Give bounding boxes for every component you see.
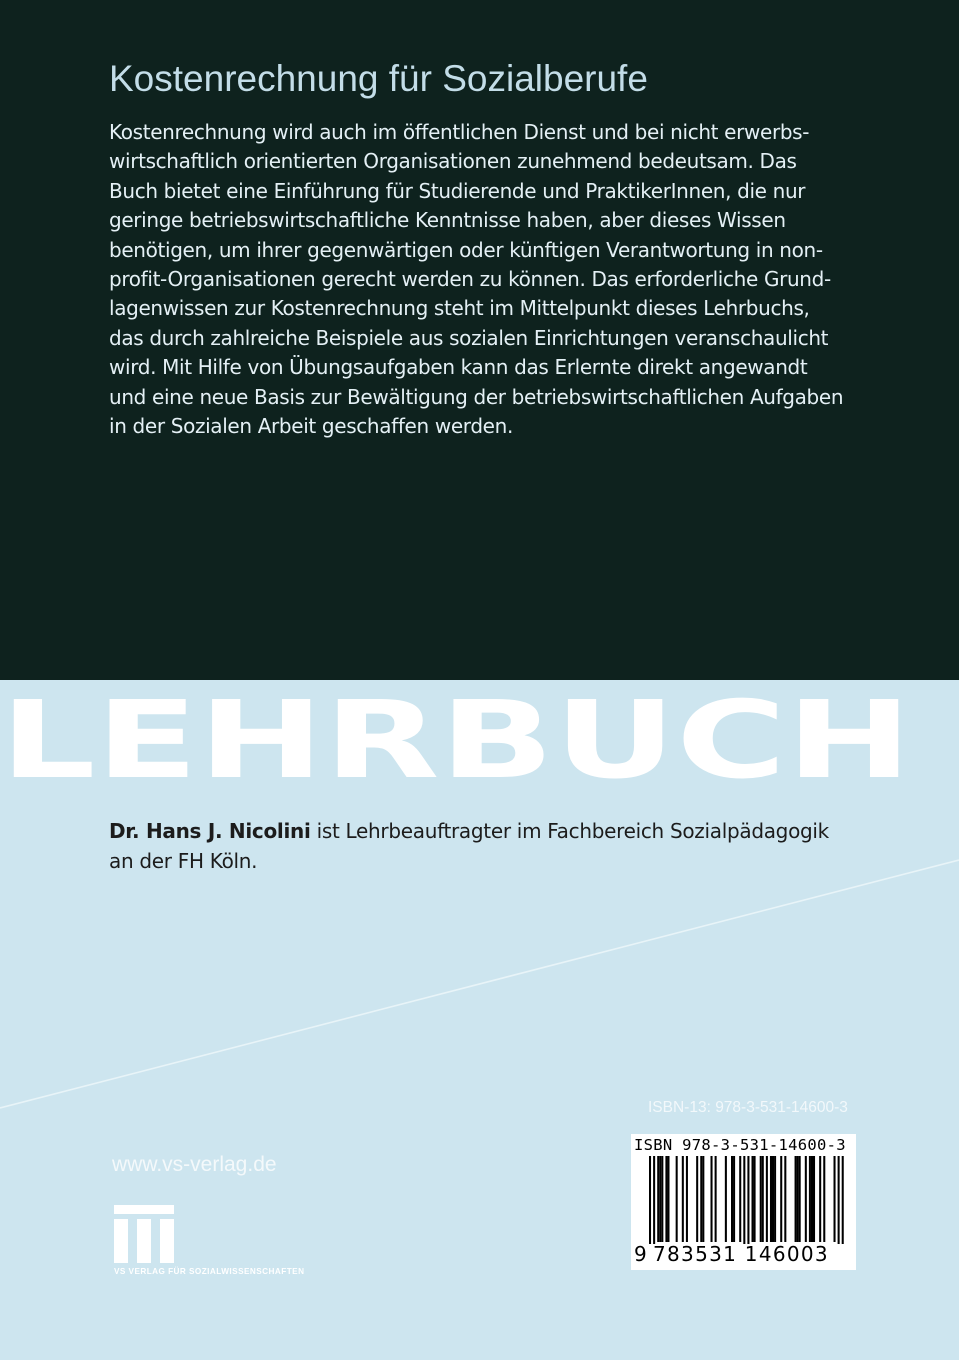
barcode-lead-digit: 9 <box>634 1242 647 1266</box>
barcode-bar <box>760 1156 762 1242</box>
description-line: profit-Organisationen gerecht werden zu können. Das erforderliche Grund- <box>109 267 831 292</box>
book-title: Kostenrechnung für Sozialberufe <box>109 58 648 99</box>
barcode-bar <box>747 1156 749 1244</box>
description-line: wird. Mit Hilfe von Übungsaufgaben kann das Erlernte direkt angewandt <box>109 355 808 380</box>
description-line: Kostenrechnung wird auch im öffentlichen Dienst und bei nicht erwerbs- <box>109 120 810 144</box>
barcode-digits: 783531 146003 <box>653 1242 829 1266</box>
barcode-bar <box>797 1156 799 1242</box>
description-line: benötigen, um ihrer gegenwärtigen oder künftigen Verantwortung in non- <box>109 237 823 262</box>
publisher-name: VS VERLAG FÜR SOZIALWISSENSCHAFTEN <box>114 1267 305 1276</box>
barcode-bar <box>809 1156 811 1242</box>
barcode-bar <box>834 1156 836 1242</box>
author-line-2: an der FH Köln. <box>109 849 258 873</box>
description-line: geringe betriebswirtschaftliche Kenntnisse haben, aber dieses Wissen <box>109 208 786 233</box>
barcode-bar <box>772 1156 774 1242</box>
isbn-13-label: ISBN-13: 978-3-531-14600-3 <box>648 1099 848 1116</box>
barcode-bars <box>631 1156 856 1244</box>
barcode-bar <box>665 1156 667 1242</box>
barcode-bar <box>649 1156 651 1244</box>
barcode-bar <box>752 1156 754 1242</box>
barcode-bar <box>770 1156 772 1242</box>
barcode-bar <box>733 1156 735 1242</box>
barcode-bar <box>659 1156 661 1242</box>
description-line: wirtschaftlich orientierten Organisationen zunehmend bedeutsam. Das <box>109 149 797 174</box>
barcode-bar <box>819 1156 821 1242</box>
barcode-bar <box>661 1156 663 1242</box>
barcode-bar <box>813 1156 815 1242</box>
description-line: und eine neue Basis zur Bewältigung der betriebswirtschaftlichen Aufgaben <box>109 384 844 409</box>
description-line: lagenwissen zur Kostenrechnung steht im Mittelpunkt dieses Lehrbuchs, <box>109 296 810 321</box>
author-name: Dr. Hans J. Nicolini <box>109 819 311 843</box>
barcode-bar <box>743 1156 745 1244</box>
barcode-bar <box>811 1156 813 1242</box>
barcode-bar <box>754 1156 756 1242</box>
barcode-bar <box>805 1156 807 1242</box>
barcode-bar <box>731 1156 733 1242</box>
barcode-bar <box>780 1156 782 1242</box>
barcode-isbn-text: ISBN 978-3-531-14600-3 <box>634 1136 846 1154</box>
vs-verlag-logo-icon <box>114 1205 174 1263</box>
barcode-bar <box>653 1156 655 1244</box>
barcode-bar <box>725 1156 727 1242</box>
barcode-bar <box>715 1156 717 1242</box>
barcode-bar <box>682 1156 684 1242</box>
barcode <box>631 1134 856 1270</box>
barcode-bar <box>795 1156 797 1242</box>
author-role: ist Lehrbeauftragter im Fachbereich Sozialpädagogik <box>310 819 829 843</box>
barcode-bar <box>842 1156 844 1244</box>
barcode-bar <box>700 1156 702 1242</box>
barcode-bar <box>838 1156 840 1244</box>
barcode-bar <box>784 1156 786 1242</box>
barcode-bar <box>711 1156 713 1242</box>
barcode-bar <box>762 1156 764 1242</box>
description-line: das durch zahlreiche Beispiele aus sozialen Einrichtungen veranschaulicht <box>109 325 829 350</box>
description-line: in der Sozialen Arbeit geschaffen werden. <box>109 414 513 439</box>
barcode-bar <box>774 1156 776 1242</box>
description-line: Buch bietet eine Einführung für Studierende und PraktikerInnen, die nur <box>109 178 806 203</box>
barcode-bar <box>799 1156 801 1242</box>
barcode-bar <box>657 1156 659 1242</box>
barcode-bar <box>823 1156 825 1242</box>
barcode-bar <box>766 1156 768 1242</box>
lehrbuch-text: LEHRBUCH <box>0 679 912 788</box>
barcode-bar <box>702 1156 704 1242</box>
barcode-bar <box>667 1156 669 1242</box>
barcode-bar <box>739 1156 741 1242</box>
website-url[interactable]: www.vs-verlag.de <box>112 1153 277 1176</box>
barcode-bar <box>686 1156 688 1242</box>
barcode-bar <box>676 1156 678 1242</box>
barcode-bar <box>696 1156 698 1242</box>
